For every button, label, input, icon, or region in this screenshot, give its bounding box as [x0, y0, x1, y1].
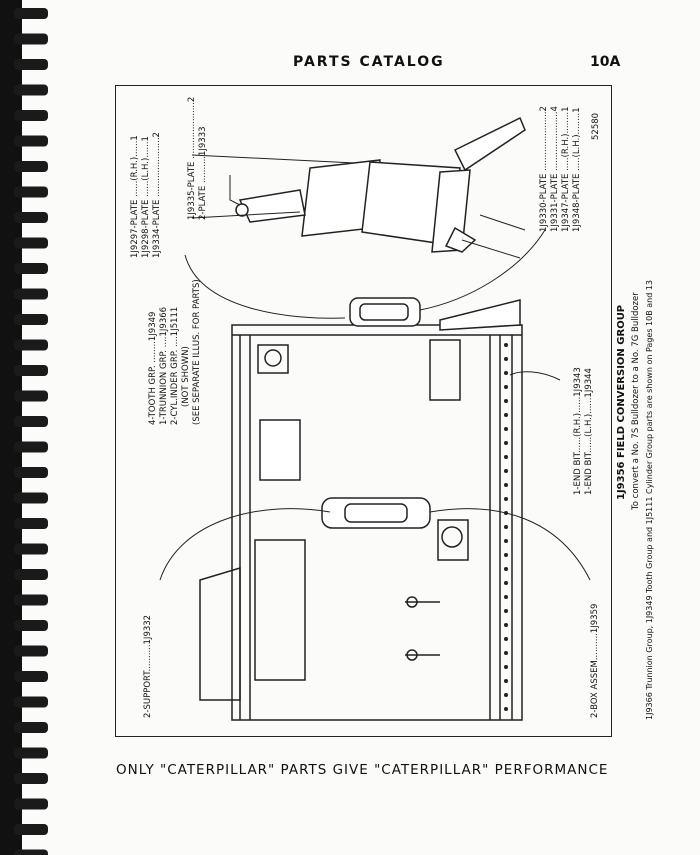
label-plate-1j9298: 1J9298-PLATE ......(L.H.)......1	[141, 136, 151, 258]
plates-exploded-view	[236, 118, 525, 252]
label-cylinder-group: 2-CYL.INDER GRP. ....1J5111	[170, 306, 180, 425]
bolt-hole	[504, 469, 508, 473]
bolt-hole	[504, 427, 508, 431]
bolt-hole	[504, 693, 508, 697]
label-support: 2-SUPPORT..........1J9332	[143, 614, 153, 718]
bolt-hole	[504, 581, 508, 585]
bolt-hole	[504, 497, 508, 501]
label-plate-1j9334: 1J9334-PLATE ......................2	[152, 132, 162, 258]
bolt-hole	[504, 343, 508, 347]
label-plate-1j9331: 1J9331-PLATE ......................4	[550, 106, 560, 232]
label-end-bit-lh: 1-END BIT......(L.H.)......1J9344	[584, 368, 594, 495]
label-trunnion-group: 1-TRUNNION GRP. ....1J9366	[159, 306, 169, 425]
bolt-hole	[504, 609, 508, 613]
bolt-hole	[504, 455, 508, 459]
bolt-hole	[504, 441, 508, 445]
bolt-hole	[504, 637, 508, 641]
bolt-hole	[504, 385, 508, 389]
label-box-assembly: 2-BOX ASSEM..........1J9359	[590, 603, 600, 718]
bolt-hole	[504, 357, 508, 361]
bolt-hole	[504, 679, 508, 683]
bolt-hole	[504, 595, 508, 599]
page-number: 10A	[590, 54, 621, 70]
bolt-hole	[504, 371, 508, 375]
bolt-hole	[504, 707, 508, 711]
footer-slogan: ONLY "CATERPILLAR" PARTS GIVE "CATERPILLAR" PERFORMANCE	[116, 762, 609, 778]
figure-number: 52580	[591, 112, 601, 140]
label-plate-1j9335: 1J9335-PLATE .....................2	[187, 96, 197, 220]
bolt-hole	[504, 665, 508, 669]
caption-line-1: To convert a No. 7S Bulldozer to a No. 7G Bulldozer	[631, 292, 641, 510]
bolt-hole	[504, 623, 508, 627]
bolt-hole	[504, 553, 508, 557]
bolt-hole	[504, 651, 508, 655]
label-plate-1j9347: 1J9347-PLATE .....(R.H.)........1	[561, 106, 571, 232]
label-not-shown: (NOT SHOWN)	[181, 346, 191, 407]
label-plate-1j9297: 1J9297-PLATE ......(R.H.)......1	[130, 135, 140, 258]
caption-title: 1J9356 FIELD CONVERSION GROUP	[616, 304, 627, 500]
label-plate-1j9333: 2-PLATE ..........1J9333	[198, 126, 208, 220]
label-plate-1j9348: 1J9348-PLATE .....(L.H.)........1	[572, 107, 582, 232]
page-title: PARTS CATALOG	[293, 54, 445, 70]
label-see-separate: (SEE SEPARATE ILLUS. FOR PARTS)	[192, 279, 202, 425]
caption-line-2: 1J9366 Trunnion Group, 1J9349 Tooth Group and 1J5111 Cylinder Group parts are shown on Pages 10B and 13	[645, 279, 654, 720]
bolt-hole	[504, 567, 508, 571]
label-plate-1j9330: 1J9330-PLATE ......................2	[539, 106, 549, 232]
bolt-hole	[504, 539, 508, 543]
bolt-hole	[504, 483, 508, 487]
bolt-hole	[504, 413, 508, 417]
label-end-bit-rh: 1-END BIT......(R.H.)......1J9343	[573, 367, 583, 495]
bolt-hole	[504, 525, 508, 529]
label-tooth-group: 4-TOOTH GRP. ........1J9349	[148, 311, 158, 425]
bolt-hole	[504, 399, 508, 403]
end-bit-bolts	[504, 343, 508, 711]
